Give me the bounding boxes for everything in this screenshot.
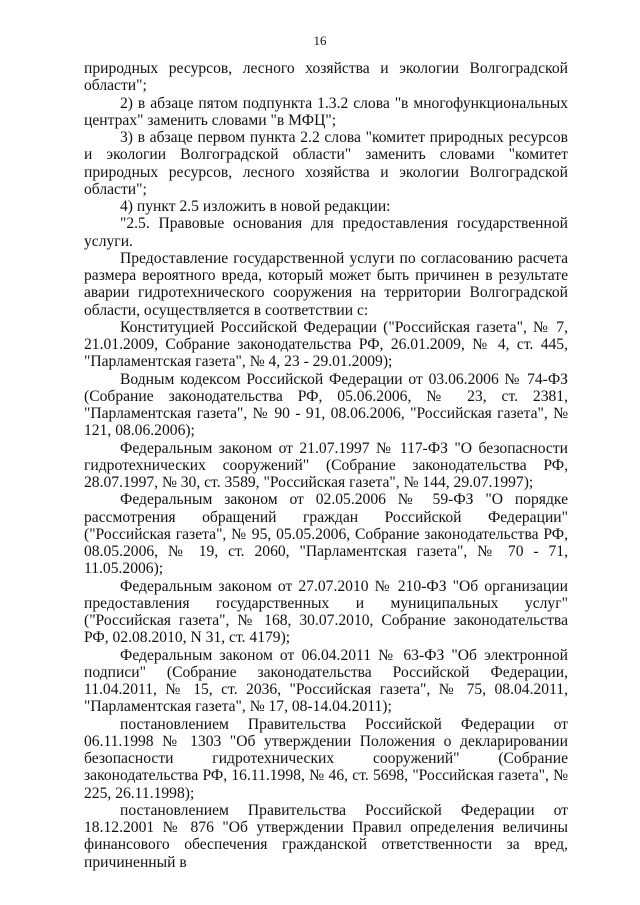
paragraph-law-59-fz: Федеральным законом от 02.05.2006 № 59-ФЗ "О порядке рассмотрения обращений граждан Российской Федерации" ("Российская газета", № 95, 05.05.2006, Собрание законодательства РФ, 08.05.2006, № 19, ст. 2060, "Парламентская газета", № 70 - 71, 11.05.2006); — [84, 491, 568, 578]
paragraph-section-2-5-heading: "2.5. Правовые основания для предоставления государственной услуги. — [84, 215, 568, 250]
paragraph-decree-1303: постановлением Правительства Российской Федерации от 06.11.1998 № 1303 "Об утверждении Положения о декларировании безопасности гидротехнических сооружений" (Собрание законодательства РФ, 16.11.1998, № 46, ст. 5698, "Российская газета", № 225, 26.11.1998); — [84, 715, 568, 802]
paragraph-amendment-3: 3) в абзаце первом пункта 2.2 слова "комитет природных ресурсов и экологии Волгоградской области" заменить словами "комитет природных ресурсов, лесного хозяйства и экологии Волгоградской области"; — [84, 129, 568, 198]
paragraph-amendment-2: 2) в абзаце пятом подпункта 1.3.2 слова "в многофункциональных центрах" заменить словами "в МФЦ"; — [84, 94, 568, 129]
paragraph-law-117-fz: Федеральным законом от 21.07.1997 № 117-ФЗ "О безопасности гидротехнических сооружений" (Собрание законодательства РФ, 28.07.1997, № 30, ст. 3589, "Российская газета", № 144, 29.07.1997); — [84, 439, 568, 491]
paragraph-service-intro: Предоставление государственной услуги по согласованию расчета размера вероятного вреда, который может быть причинен в результате аварии гидротехнического сооружения на территории Волгоградской области, осуществляется в соответствии с: — [84, 249, 568, 319]
paragraph-law-water-code: Водным кодексом Российской Федерации от 03.06.2006 № 74-ФЗ (Собрание законодательства РФ, 05.06.2006, № 23, ст. 2381, "Парламентская газета", № 90 - 91, 08.06.2006, "Российская газета", № 121, 08.06.2006); — [84, 370, 568, 440]
document-body — [84, 60, 568, 871]
paragraph-amendment-4: 4) пункт 2.5 изложить в новой редакции: — [120, 198, 391, 215]
paragraph-law-constitution: Конституцией Российской Федерации ("Российская газета", № 7, 21.01.2009, Собрание законодательства РФ, 26.01.2009, № 4, ст. 445, "Парламентская газета", № 4, 23 - 29.01.2009); — [84, 318, 568, 371]
page-number: 16 — [313, 33, 327, 48]
paragraph-ecology-name-end: природных ресурсов, лесного хозяйства и экологии Волгоградской области"; — [84, 60, 568, 95]
paragraph-law-210-fz: Федеральным законом от 27.07.2010 № 210-ФЗ "Об организации предоставления государственных и муниципальных услуг" ("Российская газета", № 168, 30.07.2010, Собрание законодательства РФ, 02.08.2010, N 31, ст. 4179); — [84, 577, 568, 647]
paragraph-decree-876: постановлением Правительства Российской Федерации от 18.12.2001 № 876 "Об утверждении Правил определения величины финансового обеспечения гражданской ответственности за вред, причиненный в — [84, 801, 568, 871]
paragraph-law-63-fz: Федеральным законом от 06.04.2011 № 63-ФЗ "Об электронной подписи" (Собрание законодательства Российской Федерации, 11.04.2011, № 15, ст. 2036, "Российская газета", № 75, 08.04.2011, "Парламентская газета", № 17, 08-14.04.2011); — [84, 646, 568, 716]
